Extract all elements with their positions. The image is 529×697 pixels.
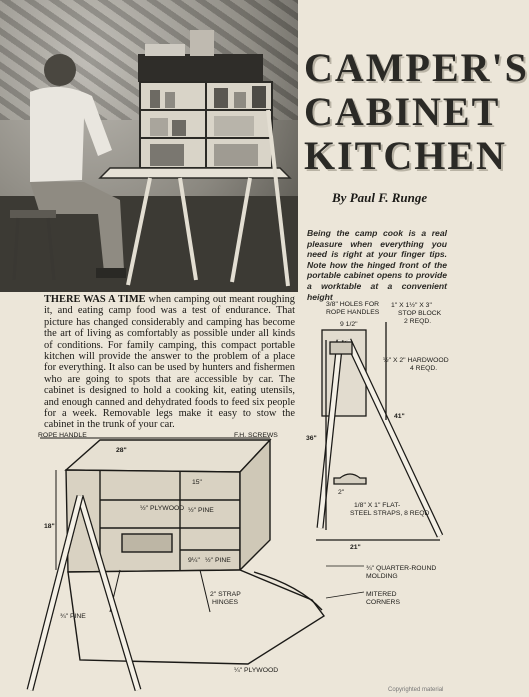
label-corners-2: CORNERS: [366, 599, 400, 606]
dim-18: 18": [44, 523, 55, 530]
label-stop-block-3: 2 REQD.: [404, 318, 432, 325]
label-hardwood-2: 4 REQD.: [410, 365, 438, 372]
body-lead: THERE WAS A TIME: [44, 294, 146, 305]
title-line-1: CAMPER'S: [304, 45, 529, 90]
label-fh-screws: F.H. SCREWS: [234, 432, 278, 439]
label-corners: MITERED: [366, 591, 397, 598]
dim-21: 21": [350, 544, 361, 551]
label-rope-handle: ROPE HANDLE: [38, 432, 87, 439]
label-pine-a: ½" PINE: [188, 507, 214, 514]
label-pine-3q: ¾" PINE: [60, 613, 86, 620]
cabinet-cutaway-diagram: [30, 438, 324, 690]
dim-9q: 9¼": [188, 557, 200, 564]
dim-28: 28": [116, 447, 127, 454]
dim-2: 2": [338, 489, 345, 496]
label-stop-block-2: STOP BLOCK: [398, 310, 442, 317]
label-strap-hinges-2: HINGES: [212, 599, 239, 606]
steel-strap-detail: [334, 474, 366, 484]
label-plywood-half: ½" PLYWOOD: [140, 505, 185, 512]
dim-9half: 9 1/2": [340, 321, 358, 328]
label-strap-hinges: 2" STRAP: [210, 591, 241, 598]
label-straps-2: STEEL STRAPS, 8 REQD: [350, 510, 430, 517]
label-stop-block: 1" X 1½" X 3": [391, 302, 432, 309]
copyright-notice: Copyrighted material: [388, 687, 444, 693]
byline: By Paul F. Runge: [332, 190, 428, 205]
label-hardwood: ½" X 2" HARDWOOD: [383, 357, 449, 364]
dim-15: 15": [192, 479, 202, 486]
dim-41: 41": [394, 413, 405, 420]
dim-36: 36": [306, 435, 317, 442]
label-molding-2: MOLDING: [366, 573, 398, 580]
label-straps: 1/8" X 1" FLAT-: [354, 502, 401, 509]
label-holes-2: ROPE HANDLES: [326, 309, 380, 316]
body-text: when camping out meant roughing it, and eating camp food was a test of endurance. That picture has changed considerably and camping has become the art of living as comfortably as possible under all kinds of conditions. For family camping, this compact portable kitchen will provide the answer to the problem of a place for everything. It also can be used by hunters and fishermen who are going to spots that are accessible by car. The cabinet is designed to hold a cooking kit, eating utensils, and enough canned and dehydrated foods to feed six people for a week. Removable legs make it easy to stow the cabinet in the trunk of your car.: [44, 294, 295, 431]
photo-caption: Being the camp cook is a real pleasure when everything you need is right at your finger tips. Note how the hinged front of the portable cabinet opens to provide a worktable at a convenient height: [307, 228, 447, 302]
title-line-3: KITCHEN: [304, 133, 507, 178]
title-line-2: CABINET: [304, 89, 501, 134]
label-pine-b: ½" PINE: [205, 557, 231, 564]
label-plywood-q: ¼" PLYWOOD: [234, 667, 279, 674]
label-molding: ¾" QUARTER-ROUND: [366, 565, 437, 572]
label-holes: 3/8" HOLES FOR: [326, 301, 380, 308]
